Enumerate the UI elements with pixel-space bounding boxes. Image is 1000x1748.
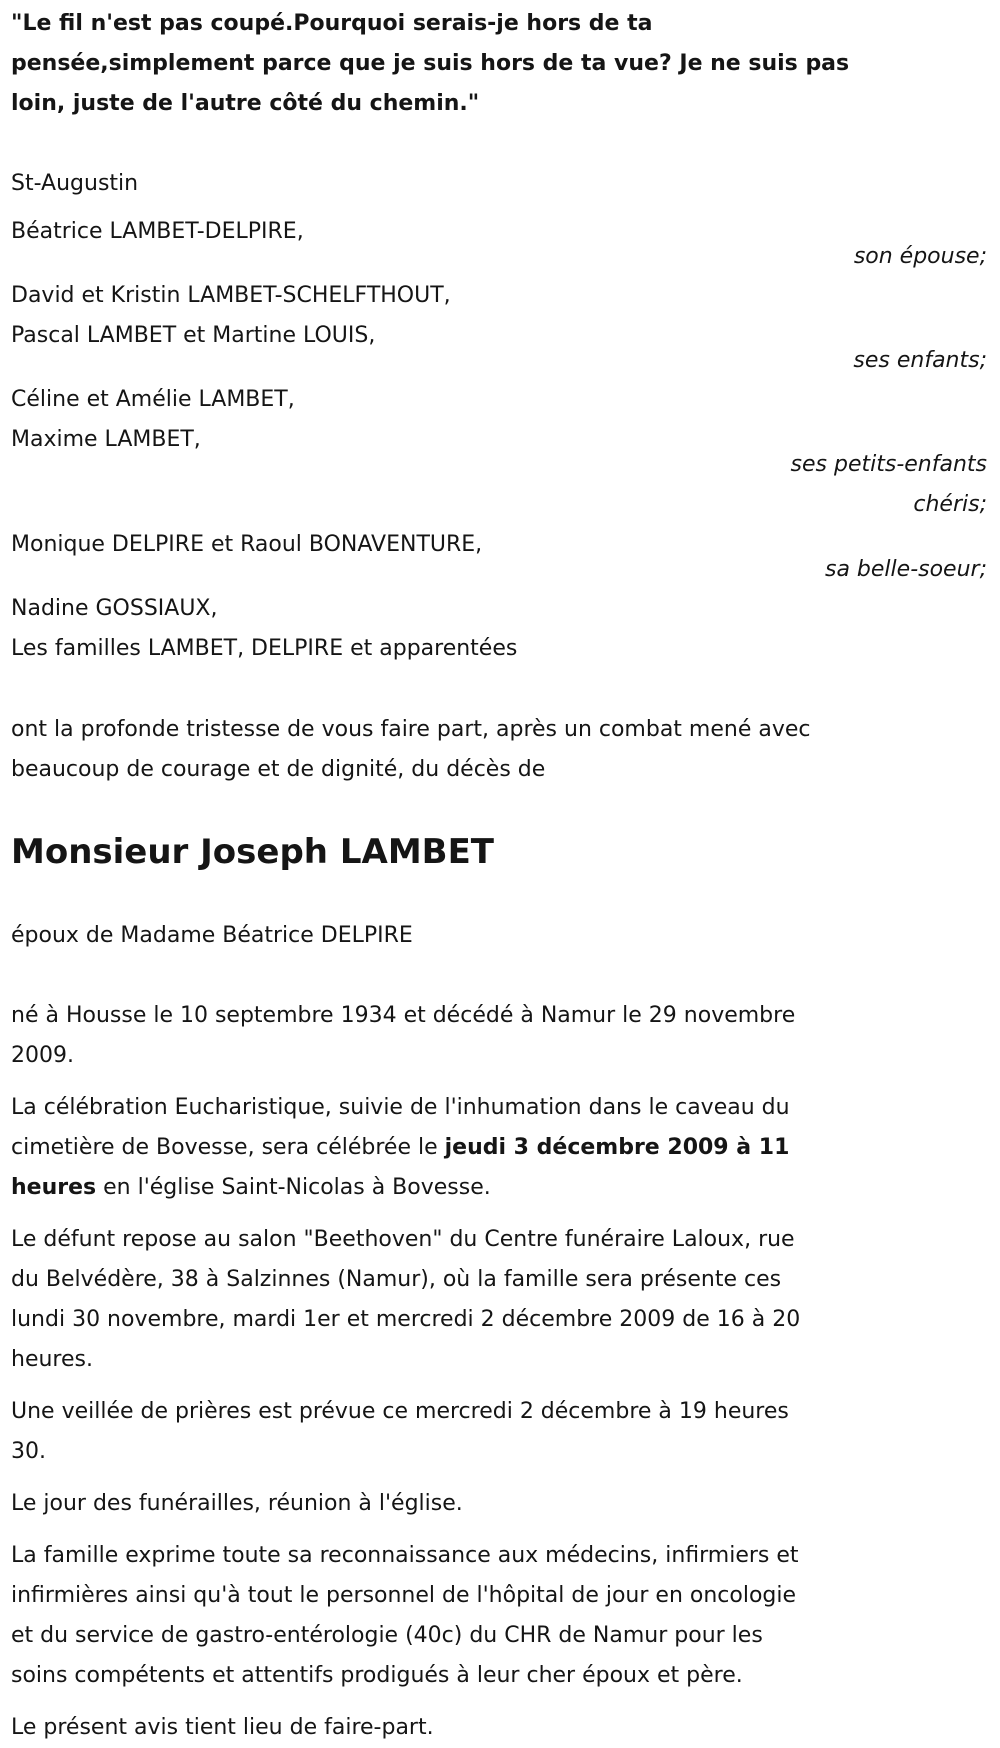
ceremony-info [11, 1088, 989, 1208]
opening-quote [11, 4, 989, 124]
quote-line: "Le fil n'est pas coupé.Pourquoi serais-je hors de ta [11, 11, 653, 36]
child-name: David et Kristin LAMBET-SCHELFTHOUT, [11, 283, 451, 308]
text-line: soins compétents et attentifs prodigués à leur cher époux et père. [11, 1663, 743, 1688]
sister-in-law-label: sa belle-soeur; [825, 557, 987, 582]
quote-line: pensée,simplement parce que je suis hors de ta vue? Je ne suis pas [11, 51, 850, 76]
other-family: Nadine GOSSIAUX, [11, 596, 218, 621]
text-line: Le jour des funérailles, réunion à l'église. [11, 1491, 463, 1516]
funeral-day-info [11, 1484, 989, 1524]
sister-in-law-name: Monique DELPIRE et Raoul BONAVENTURE, [11, 532, 483, 557]
thanks [11, 1536, 989, 1696]
text-line: infirmières ainsi qu'à tout le personnel de l'hôpital de jour en oncologie [11, 1583, 797, 1608]
birth-death [11, 996, 989, 1076]
announcement-line: ont la profonde tristesse de vous faire part, après un combat mené avec [11, 717, 811, 742]
other-family: Les familles LAMBET, DELPIRE et apparentées [11, 636, 518, 661]
grandchildren-label: chéris; [913, 492, 987, 517]
quote-line: loin, juste de l'autre côté du chemin." [11, 91, 480, 116]
text-line: Une veillée de prières est prévue ce mercredi 2 décembre à 19 heures [11, 1399, 789, 1424]
spouse-label: son épouse; [853, 244, 987, 269]
spouse-name: Béatrice LAMBET-DELPIRE, [11, 219, 304, 244]
text-line [11, 1128, 989, 1168]
announcement-line: beaucoup de courage et de dignité, du décès de [11, 757, 546, 782]
place: St-Augustin [11, 171, 139, 196]
text-line: heures. [11, 1347, 93, 1372]
text-line: du Belvédère, 38 à Salzinnes (Namur), où la famille sera présente ces [11, 1267, 782, 1292]
text-line [11, 1168, 989, 1208]
vigil-info [11, 1392, 989, 1472]
children-label: ses enfants; [853, 348, 987, 373]
text-line: 30. [11, 1439, 46, 1464]
ceremony-date: heures [11, 1175, 97, 1200]
ceremony-date: jeudi 3 décembre 2009 à 11 [444, 1135, 790, 1160]
child-name: Pascal LAMBET et Martine LOUIS, [11, 323, 376, 348]
text-line: 2009. [11, 1043, 74, 1068]
text-segment: en l'église Saint-Nicolas à Bovesse. [96, 1175, 491, 1200]
grandchild-name: Maxime LAMBET, [11, 427, 201, 452]
spouse-line: époux de Madame Béatrice DELPIRE [11, 923, 413, 948]
deceased-name: Monsieur Joseph LAMBET [11, 832, 494, 872]
text-segment: cimetière de Bovesse, sera célébrée le [11, 1135, 445, 1160]
text-line: né à Housse le 10 septembre 1934 et décédé à Namur le 29 novembre [11, 1003, 796, 1028]
grandchild-name: Céline et Amélie LAMBET, [11, 387, 295, 412]
closing [11, 1708, 989, 1748]
grandchildren-label: ses petits-enfants [790, 452, 987, 477]
announcement [11, 710, 989, 790]
text-line: La famille exprime toute sa reconnaissance aux médecins, infirmiers et [11, 1543, 799, 1568]
text-line: et du service de gastro-entérologie (40c) du CHR de Namur pour les [11, 1623, 763, 1648]
text-line: lundi 30 novembre, mardi 1er et mercredi 2 décembre 2009 de 16 à 20 [11, 1307, 801, 1332]
text-line: Le défunt repose au salon "Beethoven" du Centre funéraire Laloux, rue [11, 1227, 795, 1252]
text-line: Le présent avis tient lieu de faire-part. [11, 1715, 434, 1740]
text-line: La célébration Eucharistique, suivie de l'inhumation dans le caveau du [11, 1095, 790, 1120]
visitation-info [11, 1220, 989, 1380]
